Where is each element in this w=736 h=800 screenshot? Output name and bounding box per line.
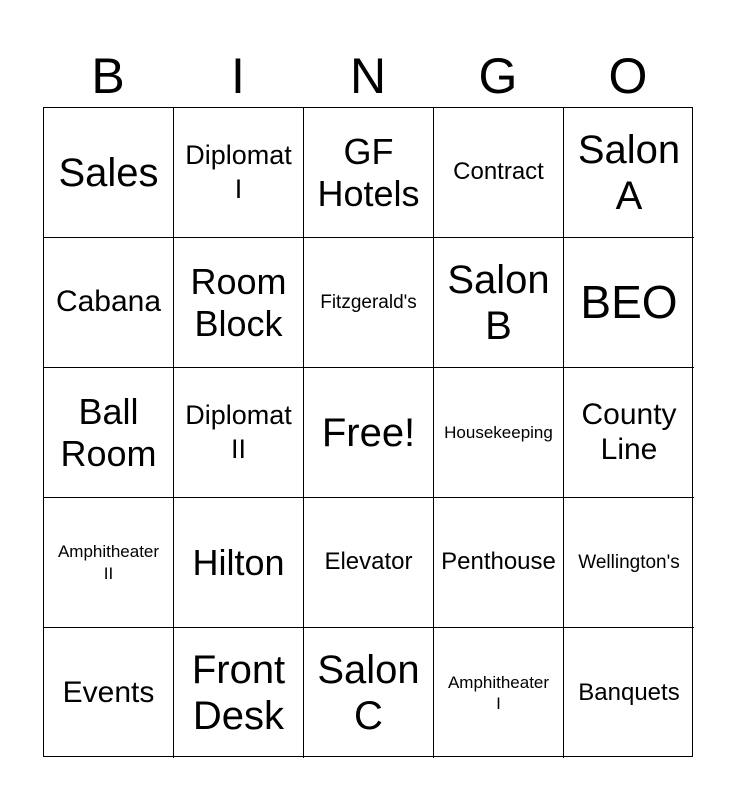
bingo-cell[interactable]: Salon C [304, 628, 434, 758]
header-letter-g: G [478, 48, 518, 104]
bingo-cell[interactable]: Elevator [304, 498, 434, 628]
bingo-cell[interactable]: Ball Room [44, 368, 174, 498]
bingo-cell[interactable]: Events [44, 628, 174, 758]
bingo-cell[interactable]: Diplomat II [174, 368, 304, 498]
bingo-cell[interactable]: Cabana [44, 238, 174, 368]
bingo-cell[interactable]: Amphitheater I [434, 628, 564, 758]
bingo-cell[interactable]: Diplomat I [174, 108, 304, 238]
bingo-header [43, 46, 693, 106]
bingo-cell[interactable]: Salon B [434, 238, 564, 368]
header-letter-o: O [608, 48, 648, 104]
bingo-cell[interactable]: GF Hotels [304, 108, 434, 238]
bingo-cell[interactable]: Wellington's [564, 498, 694, 628]
bingo-cell[interactable]: BEO [564, 238, 694, 368]
bingo-cell[interactable]: Salon A [564, 108, 694, 238]
bingo-cell[interactable]: Banquets [578, 678, 680, 706]
header-letter-i: I [231, 48, 245, 104]
bingo-cell[interactable]: Hilton [174, 498, 304, 628]
header-letter-n: N [349, 48, 387, 104]
bingo-cell[interactable]: Sales [44, 108, 174, 238]
bingo-board [43, 107, 693, 757]
header-letter-b: B [91, 48, 125, 104]
bingo-cell[interactable]: Room Block [174, 238, 304, 368]
bingo-cell[interactable]: Amphitheater II [44, 498, 174, 628]
bingo-cell[interactable]: Fitzgerald's [304, 238, 434, 368]
free-space-cell[interactable]: Free! [304, 368, 434, 498]
bingo-cell[interactable]: Housekeeping [434, 368, 564, 498]
bingo-cell[interactable]: Contract [434, 108, 564, 238]
bingo-cell[interactable]: County Line [564, 368, 694, 498]
bingo-cell[interactable]: Penthouse [434, 498, 564, 628]
bingo-cell[interactable]: Front Desk [174, 628, 304, 758]
